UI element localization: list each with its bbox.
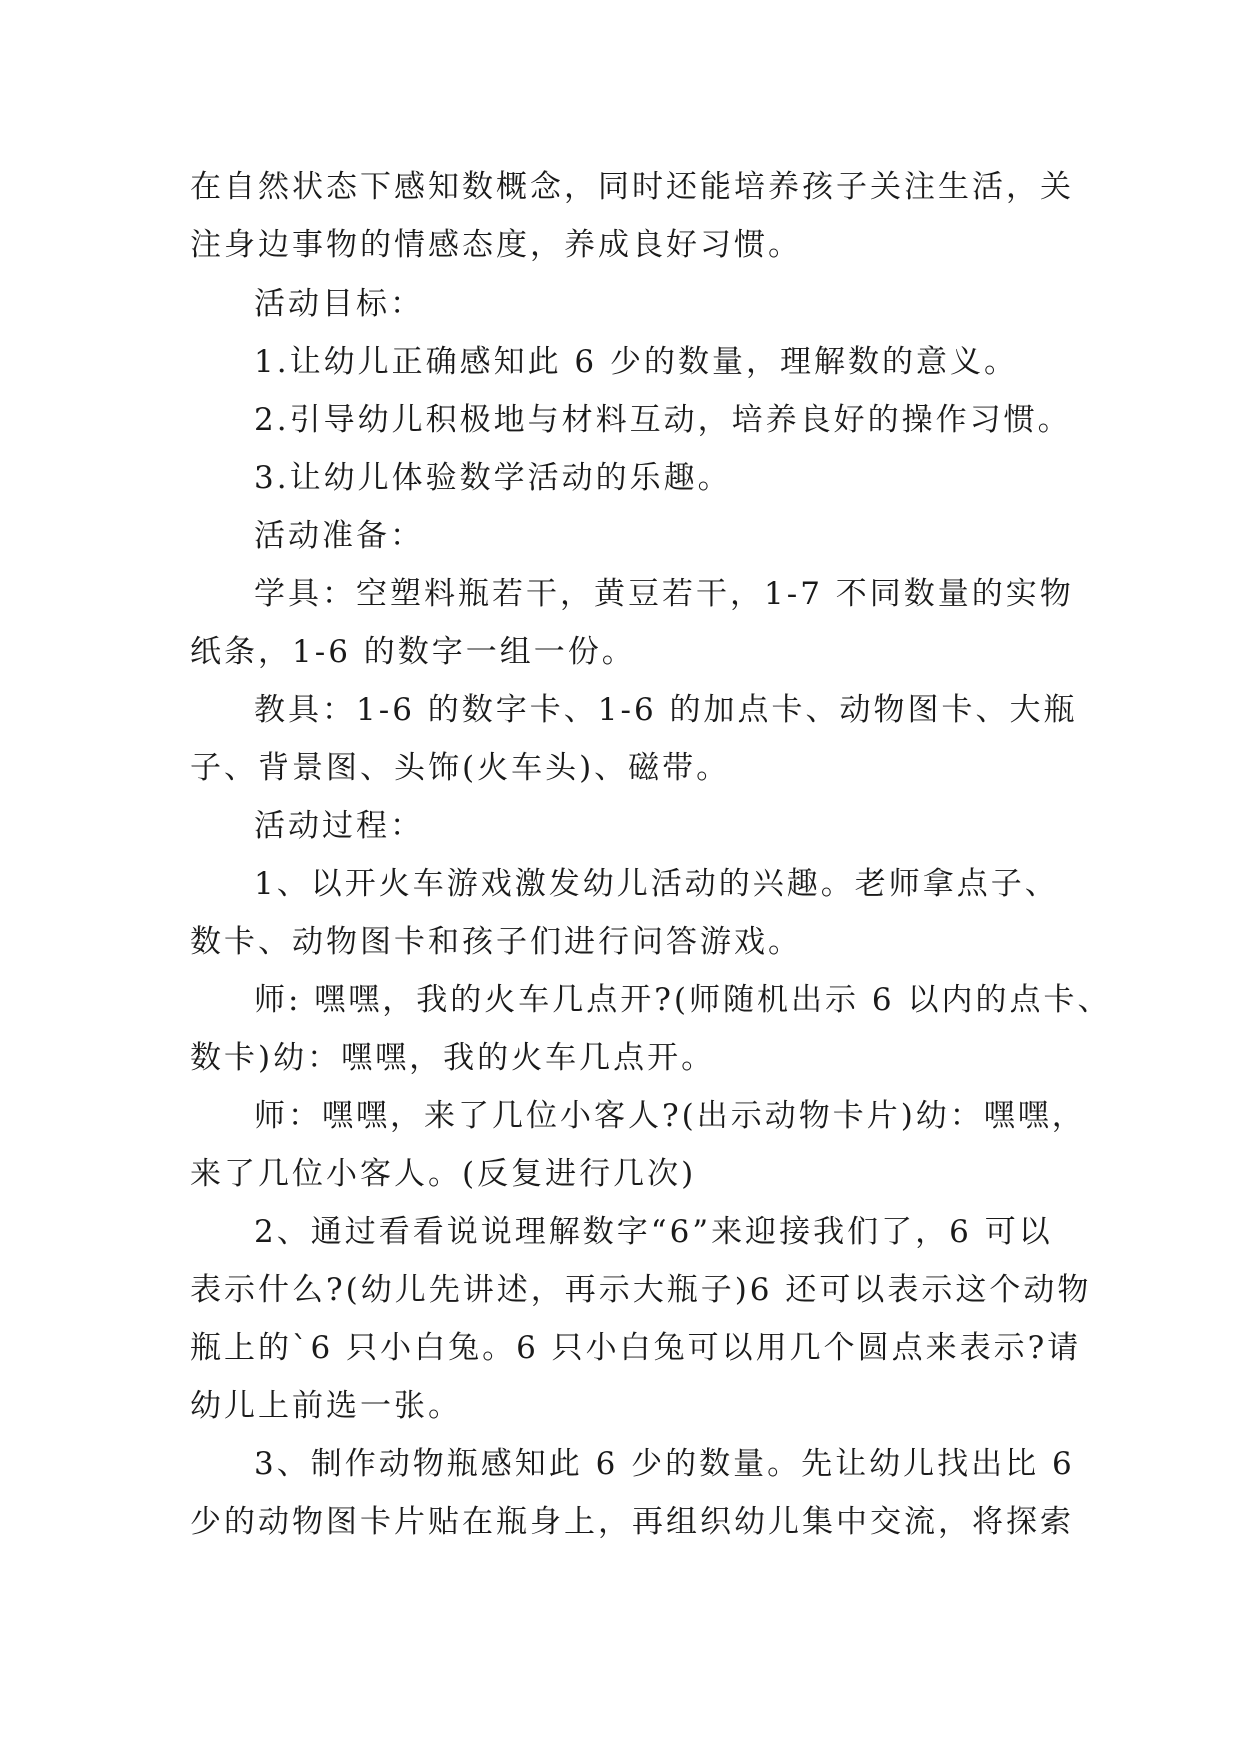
- text-line: 表示什么?(幼儿先讲述，再示大瓶子)6 还可以表示这个动物: [190, 1272, 1092, 1308]
- text-line: 师: 嘿嘿，我的火车几点开?(师随机出示 6 以内的点卡、: [254, 982, 1112, 1018]
- text-line: 瓶上的`6 只小白兔。6 只小白兔可以用几个圆点来表示?请: [190, 1330, 1082, 1366]
- text-line: 幼儿上前选一张。: [190, 1388, 462, 1424]
- text-line: 1、以开火车游戏激发幼儿活动的兴趣。老师拿点子、: [254, 866, 1059, 902]
- section-heading-process: 活动过程：: [254, 808, 424, 844]
- text-line: 教具：1-6 的数字卡、1-6 的加点卡、动物图卡、大瓶: [254, 692, 1078, 728]
- text-line: 数卡、动物图卡和孩子们进行问答游戏。: [190, 924, 802, 960]
- text-line: 纸条，1-6 的数字一组一份。: [190, 634, 636, 670]
- goal-item: 3.让幼儿体验数学活动的乐趣。: [254, 460, 732, 496]
- text-line: 2、通过看看说说理解数字“6”来迎接我们了，6 可以: [254, 1214, 1053, 1250]
- section-heading-goals: 活动目标：: [254, 286, 424, 322]
- text-line: 师：嘿嘿，来了几位小客人?(出示动物卡片)幼：嘿嘿，: [254, 1098, 1086, 1134]
- text-line: 在自然状态下感知数概念，同时还能培养孩子关注生活，关: [190, 169, 1074, 205]
- text-line: 3、制作动物瓶感知此 6 少的数量。先让幼儿找出比 6: [254, 1446, 1075, 1482]
- text-line: 来了几位小客人。(反复进行几次): [190, 1156, 697, 1192]
- text-line: 少的动物图卡片贴在瓶身上，再组织幼儿集中交流，将探索: [190, 1504, 1074, 1540]
- goal-item: 1.让幼儿正确感知此 6 少的数量，理解数的意义。: [254, 344, 1019, 380]
- text-line: 子、背景图、头饰(火车头)、磁带。: [190, 750, 731, 786]
- goal-item: 2.引导幼儿积极地与材料互动，培养良好的操作习惯。: [254, 402, 1072, 438]
- text-line: 数卡)幼：嘿嘿，我的火车几点开。: [190, 1040, 716, 1076]
- section-heading-preparation: 活动准备：: [254, 518, 424, 554]
- text-line: 注身边事物的情感态度，养成良好习惯。: [190, 227, 802, 263]
- text-line: 学具：空塑料瓶若干，黄豆若干，1-7 不同数量的实物: [254, 576, 1074, 612]
